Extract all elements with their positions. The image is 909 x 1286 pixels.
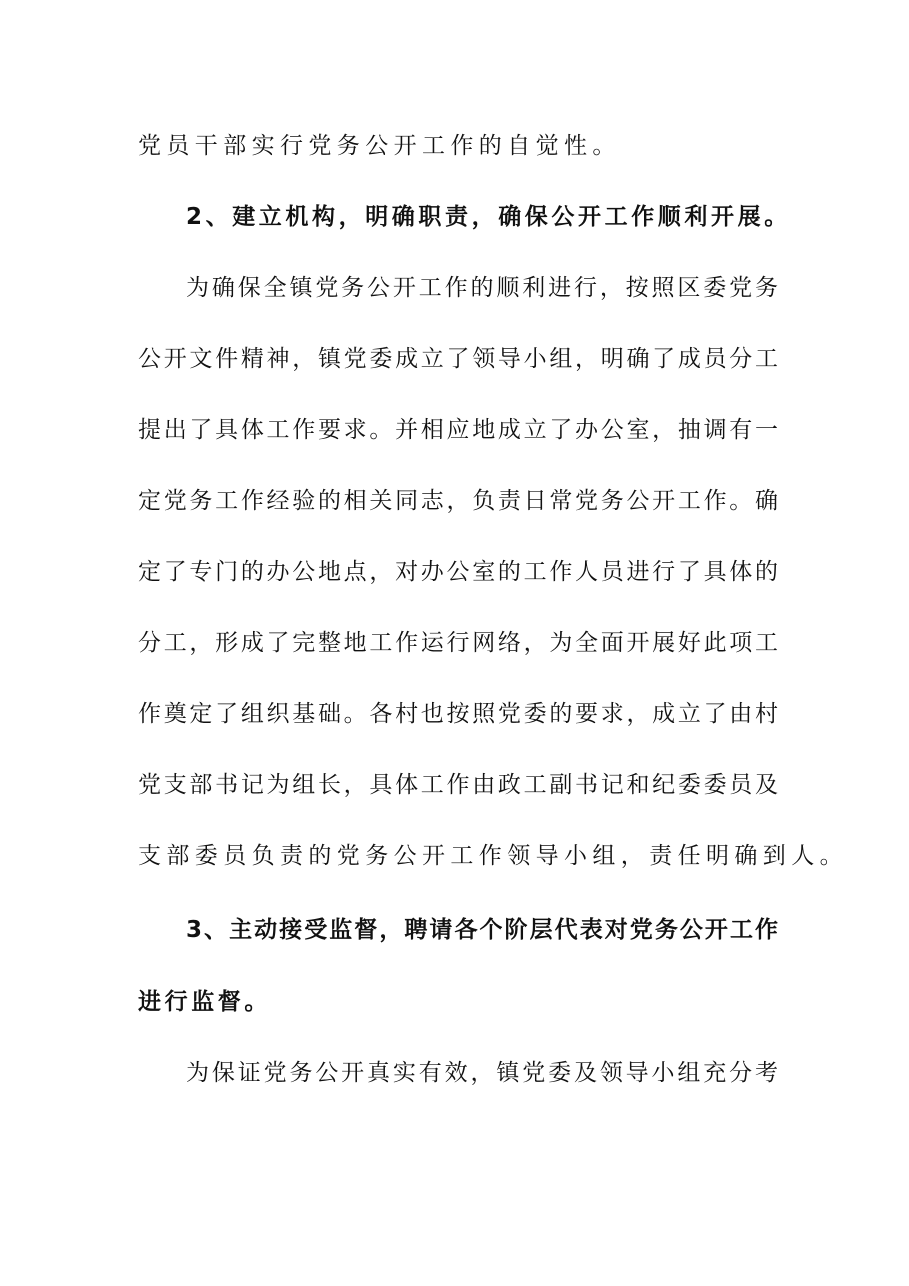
paragraph-line: 分工，形成了完整地工作运行网络，为全面开展好此项工	[138, 630, 778, 656]
paragraph-line: 提出了具体工作要求。并相应地成立了办公室，抽调有一	[138, 417, 778, 443]
section-heading-3-continued: 进行监督。	[138, 989, 271, 1015]
paragraph-line: 公开文件精神，镇党委成立了领导小组，明确了成员分工	[138, 346, 778, 372]
paragraph-line: 党员干部实行党务公开工作的自觉性。	[138, 133, 621, 159]
paragraph-line: 定了专门的办公地点，对办公室的工作人员进行了具体的	[138, 559, 778, 585]
paragraph-line: 为确保全镇党务公开工作的顺利进行，按照区委党务	[186, 275, 778, 301]
paragraph-line: 作奠定了组织基础。各村也按照党委的要求，成立了由村	[138, 701, 778, 727]
paragraph-line: 定党务工作经验的相关同志，负责日常党务公开工作。确	[138, 488, 778, 514]
section-heading-2: 2、建立机构，明确职责，确保公开工作顺利开展。	[186, 204, 791, 230]
paragraph-line: 为保证党务公开真实有效，镇党委及领导小组充分考	[186, 1060, 778, 1086]
section-heading-3: 3、主动接受监督，聘请各个阶层代表对党务公开工作	[186, 917, 778, 943]
paragraph-line: 支部委员负责的党务公开工作领导小组，责任明确到人。	[138, 843, 848, 869]
paragraph-line: 党支部书记为组长，具体工作由政工副书记和纪委委员及	[138, 772, 778, 798]
